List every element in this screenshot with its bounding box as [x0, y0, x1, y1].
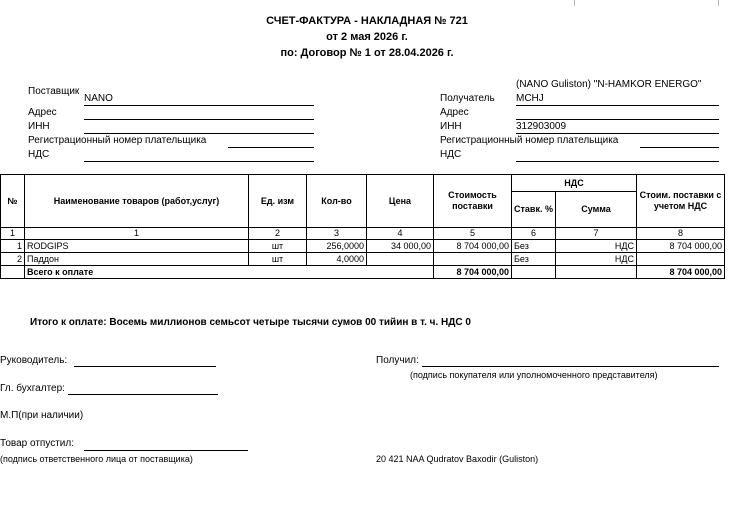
stamp-label: М.П(при наличии) — [0, 410, 84, 421]
received-note: (подпись покупателя или уполномоченного представителя) — [410, 370, 658, 380]
col-header-price: Цена — [367, 175, 434, 228]
recipient-inn-label: ИНН — [440, 121, 462, 132]
col-number: 1 — [25, 228, 249, 240]
col-header-name: Наименование товаров (работ,услуг) — [25, 175, 249, 228]
col-header-cost: Стоимость поставки — [434, 175, 512, 228]
supplier-reg-label: Регистрационный номер плательщика — [28, 135, 207, 146]
total-empty — [556, 266, 637, 279]
col-number: 8 — [637, 228, 725, 240]
supplier-line — [84, 105, 314, 106]
cell-qty: 4,0000 — [307, 253, 367, 266]
recipient-reg-line — [640, 147, 719, 148]
total-sum: 8 704 000,00 — [637, 266, 725, 279]
head-label: Руководитель: — [0, 355, 68, 366]
col-number: 5 — [434, 228, 512, 240]
released-note: (подпись ответственного лица от поставщика) — [0, 454, 193, 464]
released-label: Товар отпустил: — [0, 438, 74, 449]
received-label: Получил: — [376, 355, 419, 366]
table-row — [1, 240, 725, 253]
table-row — [1, 253, 725, 266]
document-reference: 20 421 NAA Qudratov Baxodir (Guliston) — [376, 454, 539, 464]
col-header-vat-rate: Ставк. % — [512, 192, 556, 228]
supplier-value: NANO — [84, 93, 113, 104]
col-number: 4 — [367, 228, 434, 240]
supplier-address-line — [84, 119, 314, 120]
cell-price: 34 000,00 — [367, 240, 434, 253]
items-table — [0, 174, 725, 279]
recipient-reg-label: Регистрационный номер плательщика — [440, 135, 619, 146]
col-number: 2 — [249, 228, 307, 240]
cell-vat-rate: Без — [512, 253, 556, 266]
accountant-signature-line — [68, 394, 218, 395]
col-header-no: № — [1, 175, 25, 228]
supplier-nds-line — [84, 161, 314, 162]
total-empty — [512, 266, 556, 279]
supplier-address-label: Адрес — [28, 107, 57, 118]
col-header-unit: Ед. изм — [249, 175, 307, 228]
cell-unit: шт — [249, 253, 307, 266]
cell-vat-rate: Без — [512, 240, 556, 253]
payment-summary: Итого к оплате: Восемь миллионов семьсот четыре тысячи сумов 00 тийин в т. ч. НДС 0 — [30, 317, 471, 328]
accountant-label: Гл. бухгалтер: — [0, 383, 65, 394]
margin-tick — [718, 0, 719, 6]
cell-vat-sum: НДС — [556, 240, 637, 253]
recipient-value-line2: MCHJ — [516, 93, 544, 104]
recipient-line — [516, 105, 719, 106]
cell-name: RODGIPS — [25, 240, 249, 253]
col-header-qty: Кол-во — [307, 175, 367, 228]
recipient-address-line — [516, 119, 719, 120]
cell-cost: 8 704 000,00 — [434, 240, 512, 253]
recipient-label: Получатель — [440, 93, 495, 104]
invoice-date: от 2 мая 2026 г. — [326, 31, 408, 43]
col-header-vat-sum: Сумма — [556, 192, 637, 228]
recipient-inn-value: 312903009 — [516, 121, 567, 132]
cell-name: Паддон — [25, 253, 249, 266]
col-number: 6 — [512, 228, 556, 240]
cell-unit: шт — [249, 240, 307, 253]
invoice-title: СЧЕТ-ФАКТУРА - НАКЛАДНАЯ № 721 — [266, 15, 468, 27]
cell-no: 2 — [1, 253, 25, 266]
supplier-inn-label: ИНН — [28, 121, 50, 132]
total-row — [1, 266, 725, 279]
margin-tick — [574, 0, 575, 6]
invoice-contract: по: Договор № 1 от 28.04.2026 г. — [280, 47, 454, 59]
recipient-nds-label: НДС — [440, 149, 462, 160]
recipient-inn-line — [516, 133, 719, 134]
received-signature-line — [422, 366, 719, 367]
col-header-vat-group: НДС — [512, 175, 637, 192]
cell-qty: 256,0000 — [307, 240, 367, 253]
supplier-label: Поставщик — [28, 86, 80, 97]
total-empty — [1, 266, 25, 279]
col-number: 3 — [307, 228, 367, 240]
released-signature-line — [84, 450, 248, 451]
col-header-total: Стоим. поставки с учетом НДС — [637, 175, 725, 228]
cell-no: 1 — [1, 240, 25, 253]
cell-total: 8 704 000,00 — [637, 240, 725, 253]
supplier-reg-line — [228, 147, 314, 148]
supplier-inn-line — [84, 133, 314, 134]
col-number: 1 — [1, 228, 25, 240]
cell-price — [367, 253, 434, 266]
cell-vat-sum: НДС — [556, 253, 637, 266]
col-number: 7 — [556, 228, 637, 240]
total-cost: 8 704 000,00 — [434, 266, 512, 279]
recipient-nds-line — [516, 161, 719, 162]
total-label: Всего к оплате — [25, 266, 434, 279]
supplier-nds-label: НДС — [28, 149, 50, 160]
head-signature-line — [74, 366, 216, 367]
cell-total — [637, 253, 725, 266]
cell-cost — [434, 253, 512, 266]
recipient-value-line1: (NANO Guliston) "N-HAMKOR ENERGO" — [516, 79, 702, 90]
recipient-address-label: Адрес — [440, 107, 469, 118]
